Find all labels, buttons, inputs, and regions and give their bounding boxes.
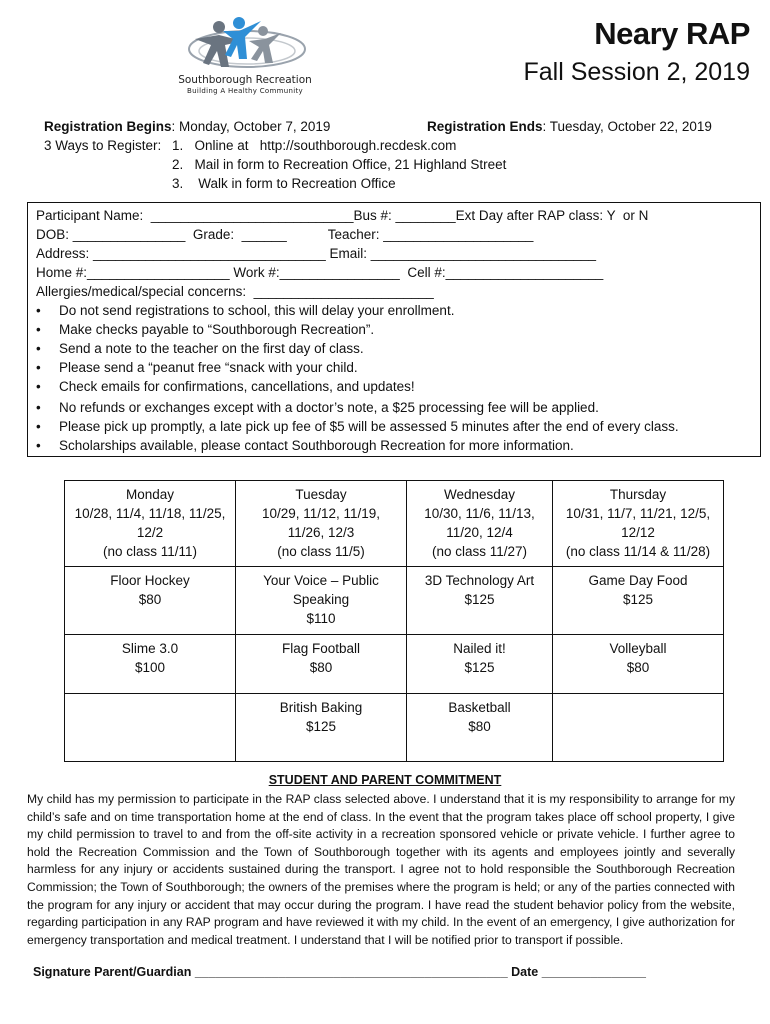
table-row — [65, 694, 724, 762]
table-row — [65, 481, 724, 567]
register-way-walkin: 3. Walk in form to Recreation Office — [172, 176, 396, 191]
list-item: • Check emails for confirmations, cancellations, and updates! — [36, 379, 415, 394]
list-item: • No refunds or exchanges except with a doctor’s note, a $25 processing fee will be applied. — [36, 400, 599, 415]
list-item: • Do not send registrations to school, this will delay your enrollment. — [36, 303, 455, 318]
participant-name-line[interactable]: Participant Name: ___________________________Bus #: ________Ext Day after RAP class: Y or N — [36, 208, 649, 223]
people-logo-icon — [165, 15, 325, 77]
southborough-recreation-logo — [165, 15, 325, 95]
list-item: • Make checks payable to “Southborough Recreation”. — [36, 322, 375, 337]
page-subtitle: Fall Session 2, 2019 — [523, 58, 750, 86]
logo-name: Southborough Recreation — [178, 74, 312, 86]
class-cell[interactable]: British Baking $125 — [236, 694, 407, 762]
dob-grade-teacher-line[interactable]: DOB: _______________ Grade: ______ Teacher: ____________________ — [36, 227, 534, 242]
class-cell — [553, 694, 724, 762]
class-cell[interactable]: Floor Hockey $80 — [65, 567, 236, 635]
class-cell — [65, 694, 236, 762]
class-cell[interactable]: Game Day Food $125 — [553, 567, 724, 635]
registration-begins-label: Registration Begins — [44, 119, 172, 134]
table-row — [65, 635, 724, 694]
class-cell[interactable]: 3D Technology Art $125 — [407, 567, 553, 635]
page-title: Neary RAP — [594, 16, 750, 51]
ways-to-register-label: 3 Ways to Register: — [44, 138, 162, 153]
registration-begins — [44, 119, 330, 134]
list-item: • Please pick up promptly, a late pick up fee of $5 will be assessed 5 minutes after the end of every class. — [36, 419, 679, 434]
class-cell[interactable]: Basketball $80 — [407, 694, 553, 762]
class-cell[interactable]: Nailed it! $125 — [407, 635, 553, 694]
class-cell[interactable]: Slime 3.0 $100 — [65, 635, 236, 694]
registration-ends-label: Registration Ends — [427, 119, 543, 134]
signature-line[interactable]: Signature Parent/Guardian _____________________________________________ Date _______________ — [33, 965, 646, 979]
register-way-online: 1. Online at http://southborough.recdesk.com — [172, 138, 457, 153]
register-way-mail: 2. Mail in form to Recreation Office, 21 Highland Street — [172, 157, 507, 172]
class-cell[interactable]: Flag Football $80 — [236, 635, 407, 694]
logo-tagline: Building A Healthy Community — [187, 87, 303, 95]
day-header-thursday: Thursday 10/31, 11/7, 11/21, 12/5, 12/12 (no class 11/14 & 11/28) — [553, 481, 724, 567]
class-cell[interactable]: Your Voice – Public Speaking $110 — [236, 567, 407, 635]
registration-ends-value: : Tuesday, October 22, 2019 — [542, 119, 712, 134]
phone-numbers-line[interactable]: Home #:___________________ Work #:________________ Cell #:_____________________ — [36, 265, 604, 280]
table-row — [65, 567, 724, 635]
list-item: • Please send a “peanut free “snack with your child. — [36, 360, 358, 375]
day-header-wednesday: Wednesday 10/30, 11/6, 11/13, 11/20, 12/4 (no class 11/27) — [407, 481, 553, 567]
list-item: • Send a note to the teacher on the first day of class. — [36, 341, 364, 356]
registration-begins-value: : Monday, October 7, 2019 — [171, 119, 331, 134]
registration-ends — [427, 119, 712, 134]
class-cell[interactable]: Volleyball $80 — [553, 635, 724, 694]
commitment-heading: STUDENT AND PARENT COMMITMENT — [268, 773, 502, 787]
allergies-line[interactable]: Allergies/medical/special concerns: ________________________ — [36, 284, 434, 299]
commitment-body: My child has my permission to participate in the RAP class selected above. I understand that it is my responsibility to arrange for my child’s safe and on time transportation home at the end of class. In the event that the program takes place off school property, I give my child permission to travel to and from the off-site activity in a recreation sponsored vehicle or private vehicle. I further agree to hold the Recreation Commission and the Town of Southborough together with its agents and employees jointly and severally harmless for any injury or accidents sustained during the transport. I agree not to hold responsible the Southborough Recreation Commission; the Town of Southborough; the owners of the premises where the program is held; or any of the parties connected with the program for any injury or accident that may occur during the program. I have read the student behavior policy from the website, regarding participation in any RAP program and have reviewed it with my child. In the event of an emergency, I give authorization for emergency transportation and medical treatment. I understand that I will be notified prior to transport if possible. — [27, 792, 735, 947]
day-header-monday: Monday 10/28, 11/4, 11/18, 11/25, 12/2 (no class 11/11) — [65, 481, 236, 567]
address-email-line[interactable]: Address: _______________________________ Email: ______________________________ — [36, 246, 597, 261]
participant-form-box — [27, 202, 761, 457]
day-header-tuesday: Tuesday 10/29, 11/12, 11/19, 11/26, 12/3 (no class 11/5) — [236, 481, 407, 567]
list-item: • Scholarships available, please contact Southborough Recreation for more information. — [36, 438, 574, 453]
class-schedule-table — [64, 480, 724, 762]
